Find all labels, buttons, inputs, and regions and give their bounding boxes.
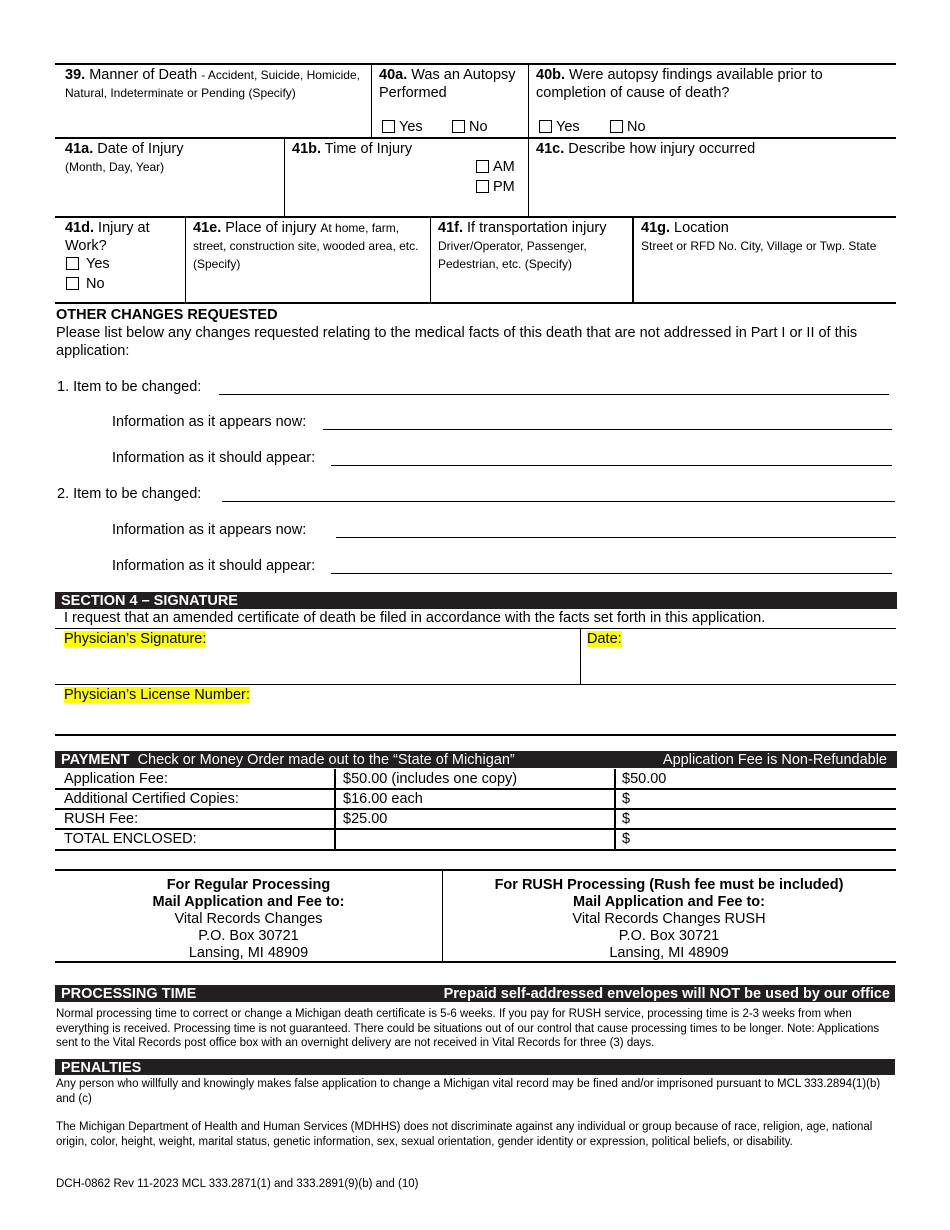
payment-note: Check or Money Order made out to the “State of Michigan” [137, 752, 515, 768]
q41g-label: Location [674, 220, 729, 236]
findings-no-label: No [627, 119, 646, 135]
regular-title: For Regular Processing [166, 877, 331, 893]
physician-license-label: Physician’s License Number: [64, 687, 250, 703]
q41a-number: 41a. [65, 141, 94, 157]
q41a-hint: (Month, Day, Year) [65, 160, 165, 174]
signature-date-label: Date: [587, 631, 622, 647]
work-no-option[interactable] [66, 275, 105, 293]
autopsy-no-checkbox[interactable] [452, 120, 465, 133]
rush-line2: P.O. Box 30721 [618, 928, 720, 944]
q41d-number: 41d. [65, 220, 95, 236]
findings-yes-checkbox[interactable] [539, 120, 552, 133]
penalties-title: PENALTIES [61, 1060, 142, 1076]
signature-request-text: I request that an amended certificate of death be filed in accordance with the facts set forth in this application. [64, 610, 766, 626]
nondiscrimination-text: The Michigan Department of Health and Human Services (MDHHS) does not discriminate against any individual or group because of race, religion, age, national origin, color, height, weight, marital status, genetic information, sex, sexual orientation, gender identity or expression, political beliefs, or disability. [56, 1121, 873, 1148]
item1-input-line[interactable] [219, 394, 889, 395]
q41d-label: Injury at Work? [65, 220, 150, 254]
payment-row-label: Additional Certified Copies: [64, 791, 239, 807]
q41b-number: 41b. [292, 141, 322, 157]
transportation-injury-cell[interactable] [438, 219, 628, 273]
item2-label: 2. Item to be changed: [57, 486, 202, 502]
pm-option[interactable] [476, 178, 515, 196]
q41g-number: 41g. [641, 220, 671, 236]
findings-no-checkbox[interactable] [610, 120, 623, 133]
q41f-label: If transportation injury [467, 220, 607, 236]
payment-title: PAYMENT [61, 752, 130, 768]
injury-at-work-cell [65, 219, 180, 255]
pm-checkbox[interactable] [476, 180, 489, 193]
item2-should-label: Information as it should appear: [112, 558, 316, 574]
signature-date-field[interactable] [587, 630, 622, 648]
payment-row-amount: $50.00 [622, 771, 667, 787]
autopsy-performed-cell [379, 66, 524, 102]
am-label: AM [493, 159, 515, 175]
autopsy-findings-cell [536, 66, 856, 102]
autopsy-no-label: No [469, 119, 488, 135]
regular-line1: Vital Records Changes [174, 911, 323, 927]
am-checkbox[interactable] [476, 160, 489, 173]
signature-header [55, 592, 897, 609]
autopsy-yes-label: Yes [399, 119, 423, 135]
item2-now-input-line[interactable] [336, 537, 896, 538]
payment-row-label: RUSH Fee: [64, 811, 139, 827]
work-yes-label: Yes [86, 256, 110, 272]
penalties-header [55, 1059, 895, 1075]
work-no-label: No [86, 276, 105, 292]
item2-input-line[interactable] [222, 501, 895, 502]
penalties-text: Any person who willfully and knowingly makes false application to change a Michigan vital record may be fined and/or imprisoned pursuant to MCL 333.2894(1)(b) and (c) [56, 1078, 881, 1105]
payment-row-amount[interactable]: $ [622, 811, 631, 827]
work-yes-checkbox[interactable] [66, 257, 79, 270]
physician-signature-label: Physician’s Signature: [64, 631, 207, 647]
regular-line3: Lansing, MI 48909 [188, 945, 309, 961]
q39-number: 39. [65, 67, 86, 83]
processing-title: PROCESSING TIME [61, 986, 197, 1002]
q40b-label: Were autopsy findings available prior to completion of cause of death? [536, 67, 823, 101]
am-option[interactable] [476, 158, 515, 176]
q41f-number: 41f. [438, 220, 463, 236]
payment-row-price: $50.00 (includes one copy) [343, 771, 518, 787]
item1-should-input-line[interactable] [331, 465, 892, 466]
processing-note: Prepaid self-addressed envelopes will NOT be used by our office [443, 986, 890, 1002]
manner-of-death-cell[interactable] [65, 66, 365, 102]
pm-label: PM [493, 179, 515, 195]
physician-license-field[interactable] [64, 686, 250, 704]
q41e-hint: At home, farm, street, construction site, wooded area, etc. (Specify) [193, 221, 419, 271]
place-of-injury-cell[interactable] [193, 219, 425, 273]
payment-row-label: TOTAL ENCLOSED: [64, 831, 197, 847]
q41f-hint: Driver/Operator, Passenger, Pedestrian, etc. (Specify) [438, 239, 587, 271]
item1-now-input-line[interactable] [323, 429, 892, 430]
item2-should-input-line[interactable] [331, 573, 892, 574]
physician-signature-field[interactable] [64, 630, 206, 648]
processing-header [55, 985, 895, 1002]
other-changes-instructions: Please list below any changes requested relating to the medical facts of this death that are not addressed in Part I or II of this application: [56, 325, 858, 359]
q41e-number: 41e. [193, 220, 222, 236]
autopsy-no-option[interactable] [452, 118, 488, 136]
other-changes-heading: OTHER CHANGES REQUESTED [56, 307, 278, 323]
q41a-label: Date of Injury [97, 141, 184, 157]
q41g-hint: Street or RFD No. City, Village or Twp. State [641, 239, 877, 253]
item1-now-label: Information as it appears now: [112, 414, 307, 430]
processing-text: Normal processing time to correct or change a Michigan death certificate is 5-6 weeks. If you pay for RUSH service, processing time is 2-3 weeks from when everything is received. Processing time is not guaranteed. There could be situations out of our control that cause processing times to be longer. Note: Applications sent to the Vital Records post office box with an overnight delivery are not received in Vital Records for three (3) days. [56, 1008, 880, 1049]
form-footer: DCH-0862 Rev 11-2023 MCL 333.2871(1) and 333.2891(9)(b) and (10) [56, 1178, 419, 1190]
rush-title: For RUSH Processing (Rush fee must be included) [494, 877, 844, 893]
item1-should-label: Information as it should appear: [112, 450, 316, 466]
autopsy-yes-option[interactable] [382, 118, 423, 136]
rush-processing-address [443, 876, 895, 962]
time-of-injury-cell[interactable] [292, 140, 522, 158]
injury-location-cell[interactable] [641, 219, 881, 255]
regular-subtitle: Mail Application and Fee to: [152, 894, 345, 910]
findings-yes-label: Yes [556, 119, 580, 135]
q39-hint: - Accident, Suicide, Homicide, Natural, Indeterminate or Pending (Specify) [65, 68, 360, 100]
work-yes-option[interactable] [66, 255, 110, 273]
payment-row-label: Application Fee: [64, 771, 168, 787]
autopsy-yes-checkbox[interactable] [382, 120, 395, 133]
q41c-number: 41c. [536, 141, 565, 157]
payment-row-price: $25.00 [343, 811, 388, 827]
regular-line2: P.O. Box 30721 [198, 928, 299, 944]
q40a-number: 40a. [379, 67, 408, 83]
regular-processing-address [55, 876, 442, 962]
rush-line3: Lansing, MI 48909 [609, 945, 729, 961]
q40a-label: Was an Autopsy Performed [379, 67, 516, 101]
q40b-number: 40b. [536, 67, 566, 83]
rush-line1: Vital Records Changes RUSH [572, 911, 766, 927]
payment-nonrefundable: Application Fee is Non-Refundable [662, 752, 887, 768]
payment-header [55, 751, 897, 768]
payment-row-price: $16.00 each [343, 791, 423, 807]
date-of-injury-cell[interactable] [65, 140, 280, 176]
q41b-label: Time of Injury [324, 141, 413, 157]
work-no-checkbox[interactable] [66, 277, 79, 290]
payment-row-amount[interactable]: $ [622, 831, 631, 847]
signature-header-text: SECTION 4 – SIGNATURE [61, 593, 238, 609]
item1-label: 1. Item to be changed: [57, 379, 202, 395]
rush-subtitle: Mail Application and Fee to: [573, 894, 765, 910]
findings-no-option[interactable] [610, 118, 646, 136]
q41c-label: Describe how injury occurred [568, 141, 756, 157]
q41e-label: Place of injury [225, 220, 317, 236]
q39-label: Manner of Death [89, 67, 198, 83]
payment-row-amount[interactable]: $ [622, 791, 631, 807]
item2-now-label: Information as it appears now: [112, 522, 307, 538]
findings-yes-option[interactable] [539, 118, 580, 136]
injury-description-cell[interactable] [536, 140, 891, 158]
